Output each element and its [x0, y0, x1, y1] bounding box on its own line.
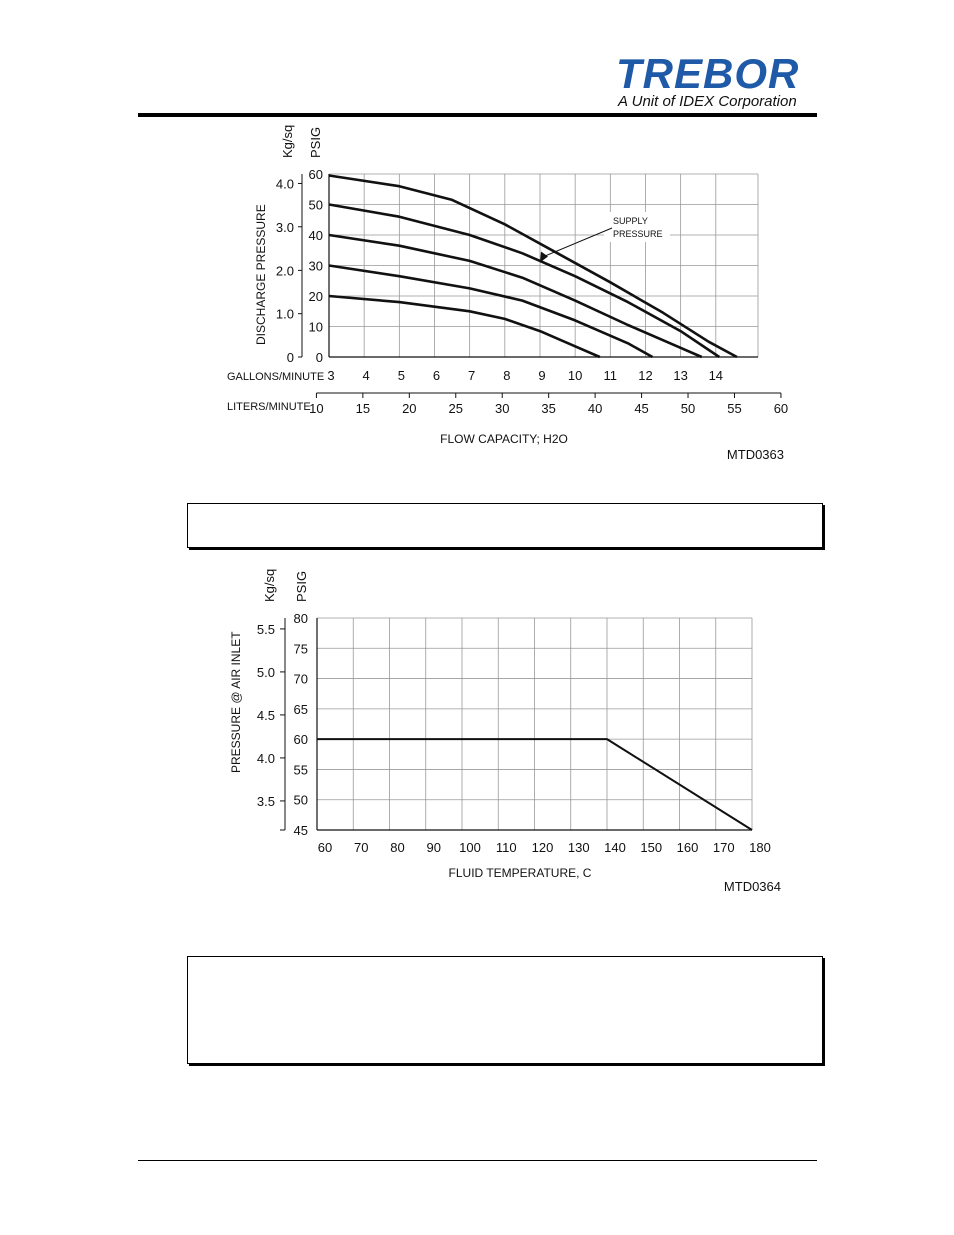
- chart1-series: [329, 176, 737, 358]
- x-tick-label: 120: [531, 840, 554, 855]
- y-tick-label: 30: [308, 258, 323, 274]
- secondary-y-tick-label: 5.5: [256, 621, 275, 637]
- annotation-arrow: [544, 228, 612, 256]
- liters-tick-label: 40: [587, 401, 603, 416]
- y-tick-label: 10: [308, 319, 323, 335]
- chart1-grid: [329, 174, 758, 357]
- footer-rule: [138, 1160, 817, 1161]
- secondary-y-tick-label: 0: [286, 350, 294, 365]
- x-tick-label: 130: [567, 840, 590, 855]
- secondary-y-tick-label: 5.0: [256, 664, 275, 680]
- y-tick-label: 0: [315, 350, 323, 365]
- x-tick-label: 11: [603, 368, 618, 383]
- x-tick-label: 80: [390, 840, 405, 855]
- x-tick-label: 3: [327, 368, 335, 383]
- secondary-y-tick-label: 1.0: [275, 306, 294, 322]
- liters-tick-label: 10: [309, 401, 324, 416]
- x-tick-label: 160: [676, 840, 699, 855]
- annotation-line2: PRESSURE: [613, 229, 663, 239]
- x-tick-label: 60: [317, 840, 333, 855]
- chart1-y-unit-kg: Kg/sq: [280, 124, 295, 158]
- y-tick-label: 80: [293, 611, 308, 626]
- x-tick-label: 140: [604, 840, 626, 855]
- y-tick-label: 40: [308, 228, 323, 243]
- note-box-2: [187, 956, 823, 1064]
- secondary-y-tick-label: 4.0: [275, 176, 294, 192]
- chart2-y-label: PRESSURE @ AIR INLET: [229, 631, 243, 773]
- secondary-y-tick-label: 3.0: [275, 219, 294, 235]
- chart2-y-unit-kg: Kg/sq: [262, 568, 277, 602]
- chart2-figure-code: MTD0364: [723, 879, 781, 894]
- note-box-1: [187, 503, 823, 548]
- liters-tick-label: 45: [634, 401, 649, 416]
- liters-tick-label: 60: [773, 401, 789, 416]
- y-tick-label: 55: [293, 762, 308, 778]
- liters-tick-label: 25: [448, 401, 464, 416]
- chart2-x-label: FLUID TEMPERATURE, C: [448, 866, 592, 880]
- y-tick-label: 45: [293, 823, 308, 838]
- x-tick-label: 100: [459, 840, 481, 855]
- liters-tick-label: 35: [541, 401, 556, 416]
- chart2-axes: [257, 611, 771, 855]
- x-tick-label: 8: [503, 368, 511, 383]
- secondary-y-tick-label: 4.5: [256, 707, 275, 723]
- liters-tick-label: 20: [402, 401, 417, 416]
- chart1-x-unit-secondary: LITERS/MINUTE: [227, 401, 311, 413]
- y-tick-label: 60: [293, 732, 308, 748]
- liters-tick-label: 30: [494, 401, 510, 416]
- secondary-y-tick-label: 4.0: [256, 750, 275, 766]
- x-tick-label: 180: [749, 840, 771, 855]
- x-tick-label: 13: [673, 368, 688, 383]
- y-tick-label: 75: [293, 641, 308, 657]
- x-tick-label: 12: [638, 368, 653, 383]
- x-tick-label: 70: [354, 840, 369, 855]
- y-tick-label: 50: [308, 197, 323, 213]
- chart2-y-unit-psig: PSIG: [294, 570, 309, 602]
- x-tick-label: 150: [640, 840, 663, 855]
- annotation-arrowhead: [540, 251, 548, 262]
- air-inlet-pressure-chart: [0, 550, 954, 910]
- chart2-grid: [317, 618, 752, 830]
- x-tick-label: 90: [426, 840, 441, 855]
- chart1-x-unit-primary: GALLONS/MINUTE: [227, 371, 325, 383]
- x-tick-label: 14: [708, 368, 724, 383]
- x-tick-label: 10: [567, 368, 583, 383]
- annotation-line1: SUPPLY: [613, 216, 648, 226]
- chart1-y-unit-psig: PSIG: [308, 126, 323, 158]
- secondary-y-tick-label: 3.5: [256, 793, 275, 809]
- x-tick-label: 7: [468, 368, 476, 383]
- secondary-y-tick-label: 2.0: [275, 263, 294, 279]
- logo-subtitle: A Unit of IDEX Corporation: [618, 93, 797, 110]
- y-tick-label: 65: [293, 701, 308, 717]
- chart1-y-label: DISCHARGE PRESSURE: [254, 204, 268, 345]
- x-tick-label: 170: [712, 840, 735, 855]
- y-tick-label: 70: [293, 671, 308, 687]
- chart1-x-label: FLOW CAPACITY; H2O: [440, 432, 568, 446]
- x-tick-label: 5: [397, 368, 405, 383]
- y-tick-label: 60: [308, 167, 323, 182]
- y-tick-label: 20: [308, 289, 323, 304]
- logo-wordmark: TREBOR: [616, 50, 800, 97]
- liters-tick-label: 50: [680, 401, 696, 416]
- chart1-figure-code: MTD0363: [726, 447, 784, 462]
- x-tick-label: 9: [538, 368, 546, 383]
- x-tick-label: 110: [495, 840, 517, 855]
- x-tick-label: 6: [432, 368, 441, 383]
- liters-tick-label: 55: [727, 401, 742, 416]
- discharge-pressure-chart: [0, 0, 954, 480]
- x-tick-label: 4: [362, 368, 370, 383]
- liters-tick-label: 15: [355, 401, 371, 416]
- y-tick-label: 50: [293, 792, 308, 808]
